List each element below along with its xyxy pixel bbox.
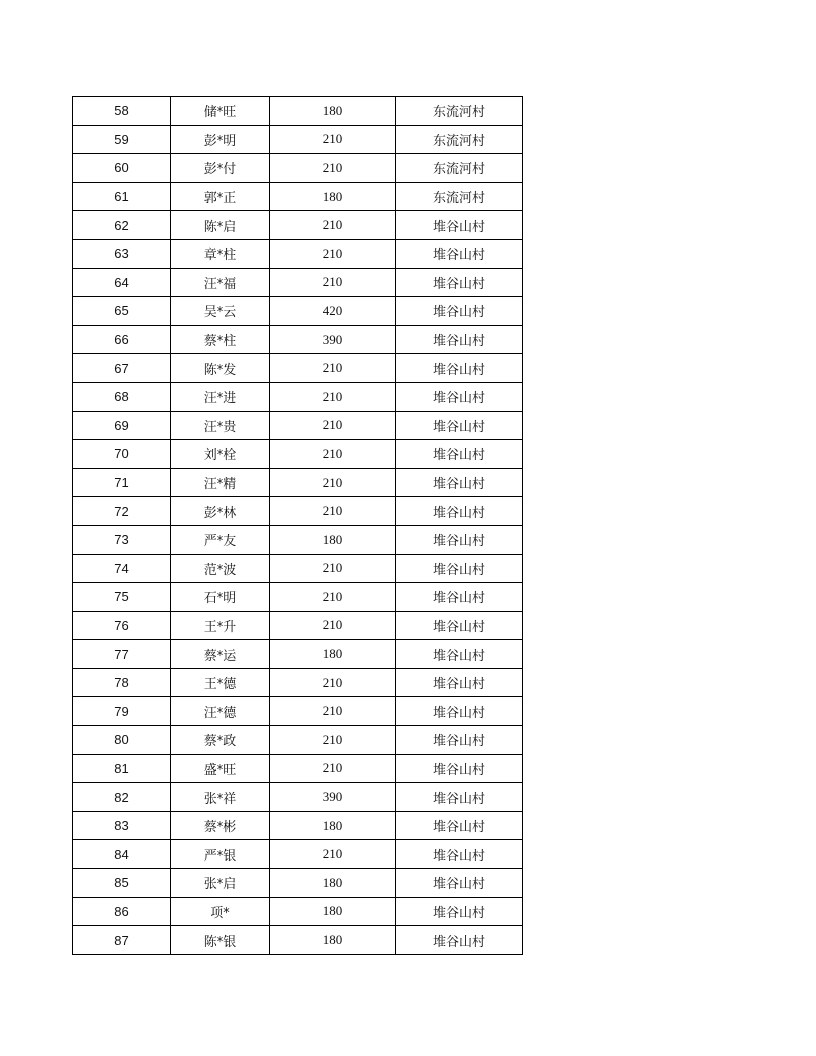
cell-amount: 210 xyxy=(270,583,396,612)
cell-name: 张*启 xyxy=(171,869,270,898)
cell-number: 68 xyxy=(73,382,171,411)
cell-number: 77 xyxy=(73,640,171,669)
cell-village: 堆谷山村 xyxy=(396,869,523,898)
cell-amount: 210 xyxy=(270,840,396,869)
cell-village: 堆谷山村 xyxy=(396,783,523,812)
cell-amount: 180 xyxy=(270,811,396,840)
cell-number: 66 xyxy=(73,325,171,354)
cell-number: 71 xyxy=(73,468,171,497)
cell-amount: 210 xyxy=(270,411,396,440)
cell-name: 项* xyxy=(171,897,270,926)
cell-number: 79 xyxy=(73,697,171,726)
cell-village: 东流河村 xyxy=(396,182,523,211)
cell-name: 郭*正 xyxy=(171,182,270,211)
cell-name: 吴*云 xyxy=(171,297,270,326)
cell-amount: 210 xyxy=(270,125,396,154)
cell-number: 87 xyxy=(73,926,171,955)
cell-name: 张*祥 xyxy=(171,783,270,812)
cell-number: 82 xyxy=(73,783,171,812)
table-row xyxy=(73,754,523,783)
cell-amount: 180 xyxy=(270,640,396,669)
table-row xyxy=(73,325,523,354)
cell-village: 堆谷山村 xyxy=(396,411,523,440)
cell-amount: 180 xyxy=(270,897,396,926)
cell-number: 62 xyxy=(73,211,171,240)
cell-village: 堆谷山村 xyxy=(396,926,523,955)
table-row xyxy=(73,926,523,955)
cell-name: 范*波 xyxy=(171,554,270,583)
cell-number: 76 xyxy=(73,611,171,640)
table-row xyxy=(73,468,523,497)
table-body xyxy=(73,97,523,955)
cell-name: 刘*栓 xyxy=(171,440,270,469)
cell-amount: 210 xyxy=(270,211,396,240)
cell-village: 堆谷山村 xyxy=(396,268,523,297)
cell-amount: 210 xyxy=(270,668,396,697)
cell-village: 堆谷山村 xyxy=(396,468,523,497)
table-row xyxy=(73,182,523,211)
cell-number: 64 xyxy=(73,268,171,297)
cell-name: 彭*明 xyxy=(171,125,270,154)
cell-village: 堆谷山村 xyxy=(396,211,523,240)
table-row xyxy=(73,125,523,154)
cell-amount: 210 xyxy=(270,382,396,411)
cell-number: 67 xyxy=(73,354,171,383)
table-row xyxy=(73,869,523,898)
cell-village: 堆谷山村 xyxy=(396,726,523,755)
cell-village: 东流河村 xyxy=(396,125,523,154)
cell-name: 章*柱 xyxy=(171,239,270,268)
cell-amount: 180 xyxy=(270,525,396,554)
table-row xyxy=(73,811,523,840)
cell-village: 东流河村 xyxy=(396,97,523,126)
cell-village: 堆谷山村 xyxy=(396,354,523,383)
cell-amount: 210 xyxy=(270,468,396,497)
cell-village: 堆谷山村 xyxy=(396,382,523,411)
cell-amount: 180 xyxy=(270,869,396,898)
cell-name: 彭*付 xyxy=(171,154,270,183)
table-row xyxy=(73,726,523,755)
cell-village: 堆谷山村 xyxy=(396,297,523,326)
cell-name: 严*友 xyxy=(171,525,270,554)
cell-amount: 210 xyxy=(270,554,396,583)
cell-name: 盛*旺 xyxy=(171,754,270,783)
table-row xyxy=(73,611,523,640)
cell-name: 彭*林 xyxy=(171,497,270,526)
cell-number: 70 xyxy=(73,440,171,469)
cell-name: 王*德 xyxy=(171,668,270,697)
cell-name: 陈*发 xyxy=(171,354,270,383)
cell-name: 严*银 xyxy=(171,840,270,869)
cell-village: 堆谷山村 xyxy=(396,611,523,640)
cell-name: 蔡*柱 xyxy=(171,325,270,354)
table-row xyxy=(73,211,523,240)
cell-amount: 420 xyxy=(270,297,396,326)
cell-number: 69 xyxy=(73,411,171,440)
cell-number: 59 xyxy=(73,125,171,154)
cell-village: 堆谷山村 xyxy=(396,668,523,697)
cell-name: 石*明 xyxy=(171,583,270,612)
cell-village: 堆谷山村 xyxy=(396,325,523,354)
table-row xyxy=(73,525,523,554)
table-row xyxy=(73,897,523,926)
cell-amount: 210 xyxy=(270,497,396,526)
data-table xyxy=(72,96,523,955)
cell-number: 61 xyxy=(73,182,171,211)
table-row xyxy=(73,840,523,869)
cell-number: 84 xyxy=(73,840,171,869)
cell-amount: 180 xyxy=(270,182,396,211)
cell-amount: 210 xyxy=(270,611,396,640)
cell-name: 陈*启 xyxy=(171,211,270,240)
cell-amount: 210 xyxy=(270,268,396,297)
table-row xyxy=(73,440,523,469)
cell-name: 储*旺 xyxy=(171,97,270,126)
table-row xyxy=(73,583,523,612)
cell-name: 汪*德 xyxy=(171,697,270,726)
cell-name: 蔡*政 xyxy=(171,726,270,755)
cell-number: 72 xyxy=(73,497,171,526)
cell-amount: 210 xyxy=(270,697,396,726)
table-row xyxy=(73,554,523,583)
table-row xyxy=(73,297,523,326)
cell-name: 汪*精 xyxy=(171,468,270,497)
table-row xyxy=(73,497,523,526)
cell-amount: 210 xyxy=(270,354,396,383)
cell-amount: 390 xyxy=(270,783,396,812)
cell-number: 73 xyxy=(73,525,171,554)
cell-number: 75 xyxy=(73,583,171,612)
cell-name: 汪*贵 xyxy=(171,411,270,440)
cell-village: 堆谷山村 xyxy=(396,840,523,869)
cell-number: 74 xyxy=(73,554,171,583)
table-row xyxy=(73,783,523,812)
table-row xyxy=(73,411,523,440)
table-row xyxy=(73,239,523,268)
cell-number: 81 xyxy=(73,754,171,783)
cell-number: 58 xyxy=(73,97,171,126)
cell-amount: 210 xyxy=(270,726,396,755)
table-row xyxy=(73,268,523,297)
cell-name: 蔡*彬 xyxy=(171,811,270,840)
cell-number: 60 xyxy=(73,154,171,183)
table-row xyxy=(73,382,523,411)
cell-name: 汪*进 xyxy=(171,382,270,411)
cell-number: 85 xyxy=(73,869,171,898)
cell-amount: 390 xyxy=(270,325,396,354)
cell-name: 陈*银 xyxy=(171,926,270,955)
cell-village: 堆谷山村 xyxy=(396,239,523,268)
cell-number: 86 xyxy=(73,897,171,926)
cell-village: 堆谷山村 xyxy=(396,697,523,726)
table-row xyxy=(73,97,523,126)
cell-amount: 180 xyxy=(270,97,396,126)
cell-village: 堆谷山村 xyxy=(396,811,523,840)
cell-name: 汪*福 xyxy=(171,268,270,297)
cell-village: 堆谷山村 xyxy=(396,583,523,612)
cell-village: 堆谷山村 xyxy=(396,440,523,469)
cell-number: 80 xyxy=(73,726,171,755)
cell-village: 堆谷山村 xyxy=(396,525,523,554)
cell-name: 王*升 xyxy=(171,611,270,640)
cell-village: 堆谷山村 xyxy=(396,497,523,526)
table-row xyxy=(73,354,523,383)
table-row xyxy=(73,154,523,183)
cell-number: 65 xyxy=(73,297,171,326)
cell-village: 堆谷山村 xyxy=(396,897,523,926)
cell-amount: 210 xyxy=(270,239,396,268)
cell-number: 63 xyxy=(73,239,171,268)
cell-amount: 180 xyxy=(270,926,396,955)
table-row xyxy=(73,697,523,726)
cell-village: 堆谷山村 xyxy=(396,554,523,583)
table-row xyxy=(73,640,523,669)
cell-amount: 210 xyxy=(270,154,396,183)
cell-number: 78 xyxy=(73,668,171,697)
cell-village: 堆谷山村 xyxy=(396,640,523,669)
cell-number: 83 xyxy=(73,811,171,840)
cell-village: 东流河村 xyxy=(396,154,523,183)
cell-village: 堆谷山村 xyxy=(396,754,523,783)
cell-amount: 210 xyxy=(270,754,396,783)
table-row xyxy=(73,668,523,697)
cell-amount: 210 xyxy=(270,440,396,469)
cell-name: 蔡*运 xyxy=(171,640,270,669)
